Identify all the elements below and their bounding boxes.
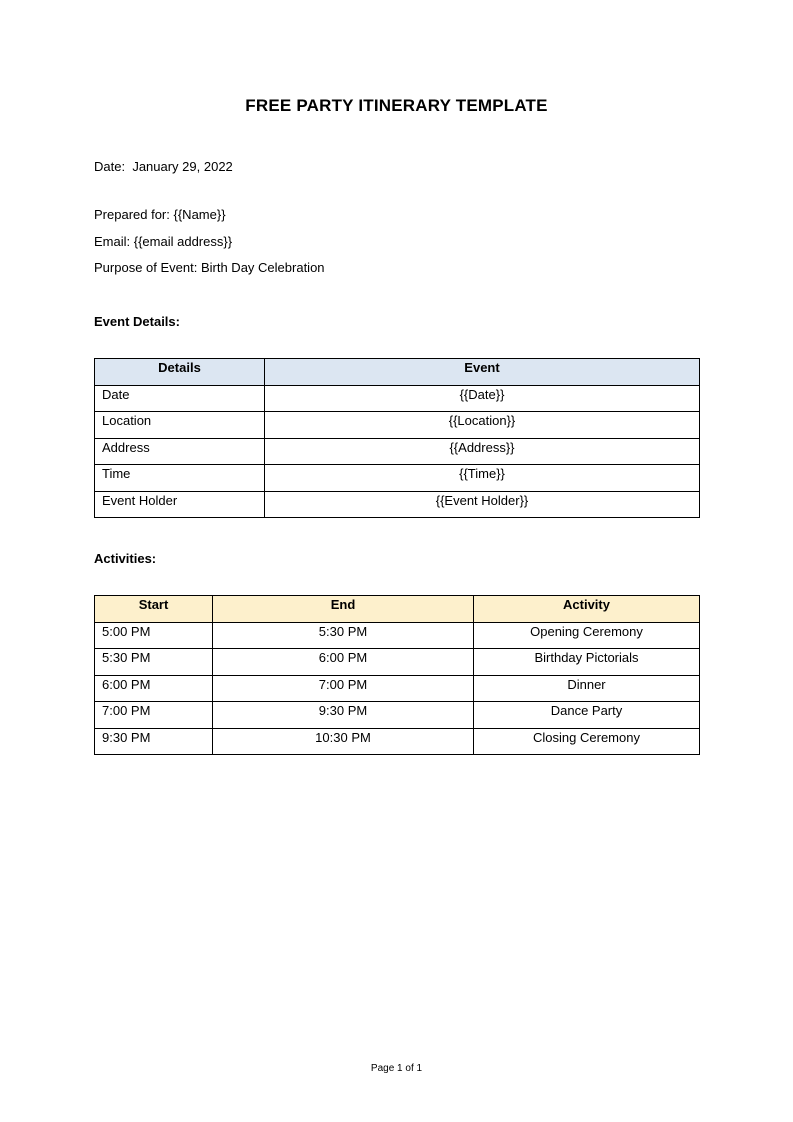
purpose-line <box>94 260 325 275</box>
activity-cell: Dance Party <box>474 702 700 729</box>
table-row <box>95 412 700 439</box>
table-header-row <box>95 359 700 386</box>
column-header-event: Event <box>265 359 700 386</box>
prepared-for-value: {{Name}} <box>173 207 226 222</box>
detail-cell: Time <box>95 465 265 492</box>
event-details-heading: Event Details: <box>94 314 180 329</box>
event-cell: {{Location}} <box>265 412 700 439</box>
date-label: Date: <box>94 159 126 174</box>
start-cell: 5:30 PM <box>95 649 213 676</box>
detail-cell: Date <box>95 385 265 412</box>
table-row <box>95 438 700 465</box>
purpose-label: Purpose of Event: <box>94 260 198 275</box>
table-row <box>95 728 700 755</box>
prepared-for-line <box>94 207 226 222</box>
table-row <box>95 649 700 676</box>
start-cell: 5:00 PM <box>95 622 213 649</box>
column-header-start: Start <box>95 596 213 623</box>
end-cell: 5:30 PM <box>213 622 474 649</box>
detail-cell: Address <box>95 438 265 465</box>
end-cell: 9:30 PM <box>213 702 474 729</box>
activity-cell: Dinner <box>474 675 700 702</box>
activity-cell: Closing Ceremony <box>474 728 700 755</box>
email-line <box>94 234 232 249</box>
activities-table <box>94 595 700 755</box>
table-row <box>95 702 700 729</box>
activity-cell: Birthday Pictorials <box>474 649 700 676</box>
event-cell: {{Time}} <box>265 465 700 492</box>
column-header-details: Details <box>95 359 265 386</box>
prepared-for-label: Prepared for: <box>94 207 170 222</box>
start-cell: 9:30 PM <box>95 728 213 755</box>
table-row <box>95 491 700 518</box>
start-cell: 7:00 PM <box>95 702 213 729</box>
email-value: {{email address}} <box>133 234 233 249</box>
activities-heading: Activities: <box>94 551 157 566</box>
table-header-row <box>95 596 700 623</box>
page-number: Page 1 of 1 <box>370 1063 423 1074</box>
end-cell: 10:30 PM <box>213 728 474 755</box>
email-label: Email: <box>94 234 131 249</box>
table-row <box>95 385 700 412</box>
end-cell: 7:00 PM <box>213 675 474 702</box>
table-row <box>95 622 700 649</box>
end-cell: 6:00 PM <box>213 649 474 676</box>
table-row <box>95 465 700 492</box>
event-cell: {{Event Holder}} <box>265 491 700 518</box>
column-header-activity: Activity <box>474 596 700 623</box>
purpose-value: Birth Day Celebration <box>200 260 325 275</box>
column-header-end: End <box>213 596 474 623</box>
document-title: FREE PARTY ITINERARY TEMPLATE <box>245 96 548 115</box>
date-value: January 29, 2022 <box>132 159 233 174</box>
event-details-table <box>94 358 700 518</box>
activity-cell: Opening Ceremony <box>474 622 700 649</box>
event-cell: {{Address}} <box>265 438 700 465</box>
date-line <box>94 159 233 174</box>
detail-cell: Event Holder <box>95 491 265 518</box>
event-cell: {{Date}} <box>265 385 700 412</box>
start-cell: 6:00 PM <box>95 675 213 702</box>
detail-cell: Location <box>95 412 265 439</box>
table-row <box>95 675 700 702</box>
